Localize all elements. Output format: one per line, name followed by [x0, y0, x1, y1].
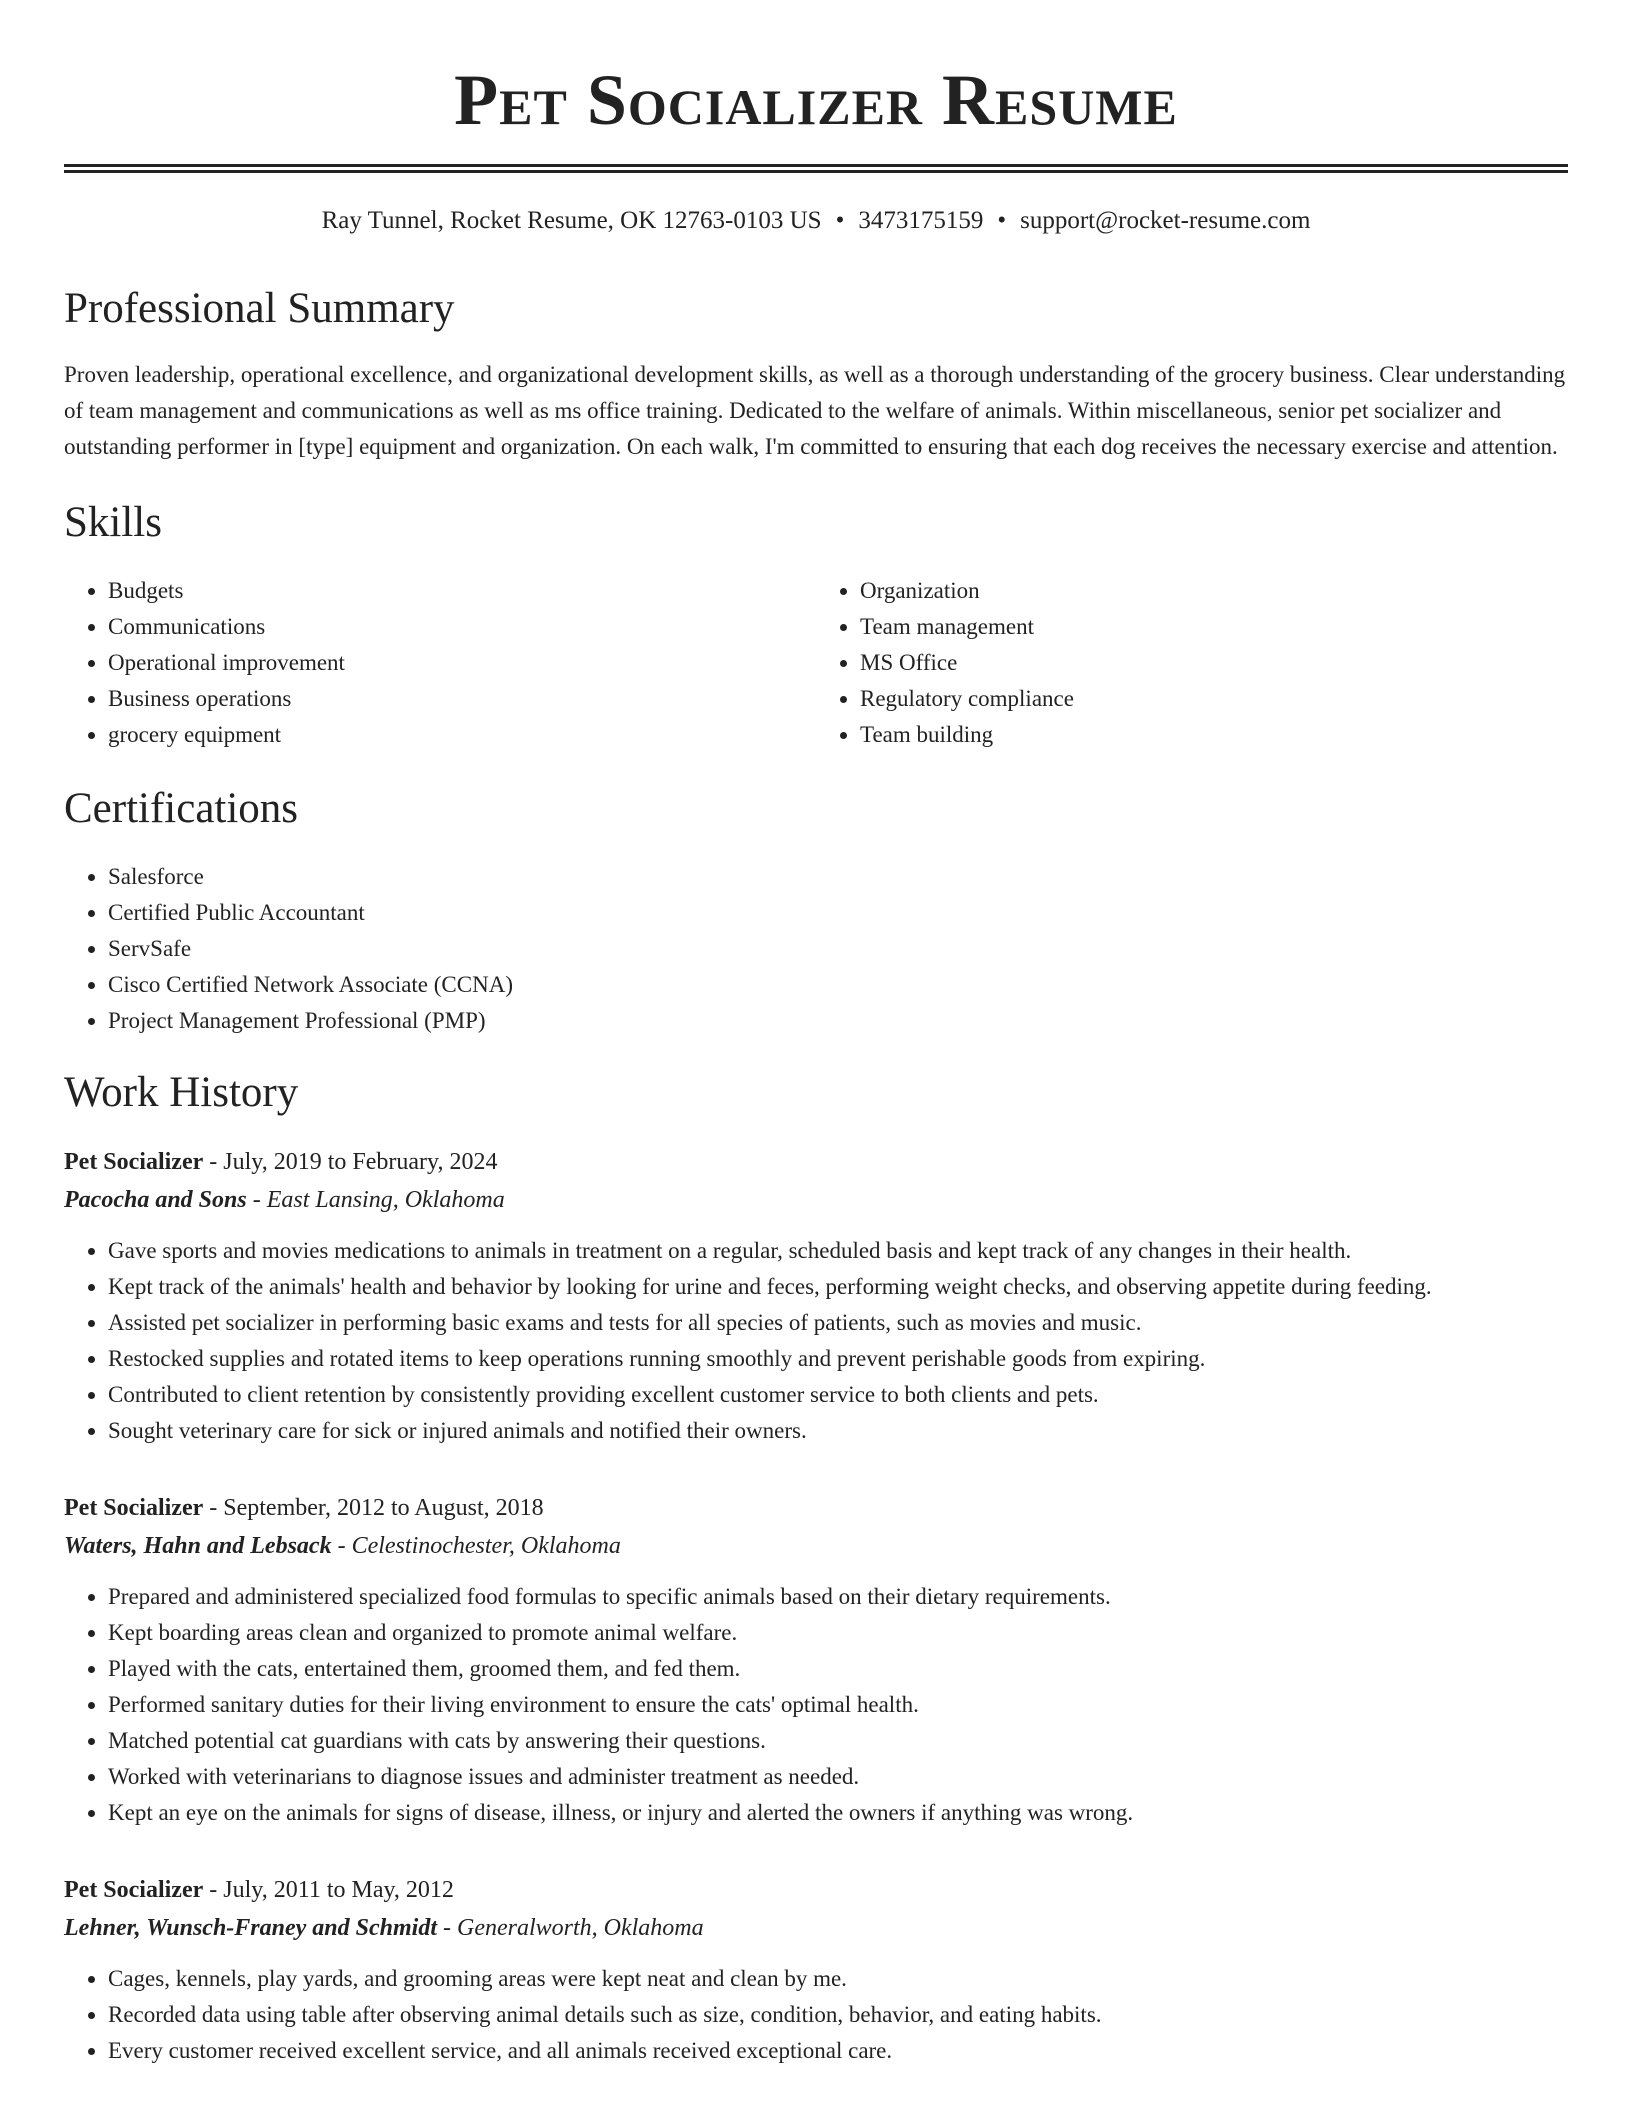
job-dash: -	[203, 1877, 224, 1903]
job-entry	[64, 1143, 1568, 1449]
job-company-line	[64, 1527, 1568, 1565]
skill-item: • Operational improvement	[108, 645, 816, 681]
job-bullet: • Assisted pet socializer in performing basic exams and tests for all species of patients, such as movies and music.	[108, 1305, 1568, 1341]
job-bullet: • Kept boarding areas clean and organized to promote animal welfare.	[108, 1615, 1568, 1651]
job-bullet: • Matched potential cat guardians with cats by answering their questions.	[108, 1723, 1568, 1759]
contact-separator: •	[997, 207, 1007, 234]
job-bullets	[64, 1579, 1568, 1831]
job-bullets	[64, 1233, 1568, 1449]
job-bullet: • Performed sanitary duties for their living environment to ensure the cats' optimal health.	[108, 1687, 1568, 1723]
job-bullet: • Kept an eye on the animals for signs of disease, illness, or injury and alerted the owners if anything was wrong.	[108, 1795, 1568, 1831]
job-location: Generalworth, Oklahoma	[456, 1915, 704, 1941]
work-history-heading: Work History	[64, 1069, 299, 1116]
job-company-line	[64, 1909, 1568, 1947]
skills-list-right	[816, 573, 1568, 753]
contact-address: Ray Tunnel, Rocket Resume, OK 12763-0103 US	[321, 207, 822, 234]
job-dash: -	[246, 1187, 267, 1213]
summary-heading: Professional Summary	[64, 285, 455, 332]
job-company: Lehner, Wunsch-Franey and Schmidt	[64, 1915, 437, 1941]
skill-item: • Team management	[860, 609, 1568, 645]
job-role: Pet Socializer	[64, 1495, 204, 1521]
skill-item: • Organization	[860, 573, 1568, 609]
certification-item: • Salesforce	[108, 859, 1568, 895]
job-title-line	[64, 1489, 1568, 1527]
skill-item: • Business operations	[108, 681, 816, 717]
job-bullet: • Prepared and administered specialized food formulas to specific animals based on their dietary requirements.	[108, 1579, 1568, 1615]
job-title-line	[64, 1871, 1568, 1909]
job-title-line	[64, 1143, 1568, 1181]
job-location: East Lansing, Oklahoma	[266, 1187, 505, 1213]
job-dates: July, 2011 to May, 2012	[223, 1877, 454, 1903]
job-company: Pacocha and Sons	[64, 1187, 247, 1213]
job-bullet: • Kept track of the animals' health and behavior by looking for urine and feces, performing weight checks, and observing appetite during feeding.	[108, 1269, 1568, 1305]
skill-item: • grocery equipment	[108, 717, 816, 753]
contact-phone: 3473175159	[858, 207, 984, 234]
job-bullet: • Every customer received excellent service, and all animals received exceptional care.	[108, 2033, 1568, 2069]
certifications-list	[64, 859, 1568, 1039]
job-bullet: • Recorded data using table after observing animal details such as size, condition, behavior, and eating habits.	[108, 1997, 1568, 2033]
certifications-heading: Certifications	[64, 785, 299, 832]
job-bullet: • Worked with veterinarians to diagnose issues and administer treatment as needed.	[108, 1759, 1568, 1795]
skill-item: • Budgets	[108, 573, 816, 609]
job-company: Waters, Hahn and Lebsack	[64, 1533, 332, 1559]
contact-separator: •	[835, 207, 845, 234]
certification-item: • Certified Public Accountant	[108, 895, 1568, 931]
certification-item: • Cisco Certified Network Associate (CCNA)	[108, 967, 1568, 1003]
job-dash: -	[436, 1915, 457, 1941]
job-bullet: • Contributed to client retention by consistently providing excellent customer service to both clients and pets.	[108, 1377, 1568, 1413]
contact-email: support@rocket-resume.com	[1020, 207, 1311, 234]
job-bullet: • Sought veterinary care for sick or injured animals and notified their owners.	[108, 1413, 1568, 1449]
job-dash: -	[203, 1149, 224, 1175]
job-role: Pet Socializer	[64, 1149, 204, 1175]
page-title: Pet Socializer Resume	[454, 60, 1178, 140]
contact-line	[64, 205, 1568, 237]
skills-grid	[64, 573, 1568, 753]
job-dash: -	[331, 1533, 352, 1559]
title-double-rule	[64, 164, 1568, 173]
summary-text: Proven leadership, operational excellence, and organizational development skills, as well as a thorough understanding of the grocery business. Clear understanding of team management and communications as well as ms office training. Dedicated to the welfare of animals. Within miscellaneous, senior pet socializer and outstanding performer in [type] equipment and organization. On each walk, I'm committed to ensuring that each dog receives the necessary exercise and attention.	[64, 362, 1566, 459]
skill-item: • Team building	[860, 717, 1568, 753]
skills-list-left	[64, 573, 816, 753]
job-company-line	[64, 1181, 1568, 1219]
skill-item: • Regulatory compliance	[860, 681, 1568, 717]
job-bullet: • Restocked supplies and rotated items to keep operations running smoothly and prevent perishable goods from expiring.	[108, 1341, 1568, 1377]
job-dash: -	[203, 1495, 224, 1521]
certification-item: • Project Management Professional (PMP)	[108, 1003, 1568, 1039]
skills-heading: Skills	[64, 499, 162, 546]
skill-item: • MS Office	[860, 645, 1568, 681]
job-bullet: • Gave sports and movies medications to animals in treatment on a regular, scheduled basis and kept track of any changes in their health.	[108, 1233, 1568, 1269]
job-bullet: • Cages, kennels, play yards, and grooming areas were kept neat and clean by me.	[108, 1961, 1568, 1997]
job-bullets	[64, 1961, 1568, 2069]
job-role: Pet Socializer	[64, 1877, 204, 1903]
job-entry	[64, 1489, 1568, 1831]
job-entry	[64, 1871, 1568, 2069]
job-dates: September, 2012 to August, 2018	[223, 1495, 544, 1521]
job-dates: July, 2019 to February, 2024	[223, 1149, 498, 1175]
skill-item: • Communications	[108, 609, 816, 645]
certification-item: • ServSafe	[108, 931, 1568, 967]
job-location: Celestinochester, Oklahoma	[351, 1533, 621, 1559]
job-bullet: • Played with the cats, entertained them, groomed them, and fed them.	[108, 1651, 1568, 1687]
